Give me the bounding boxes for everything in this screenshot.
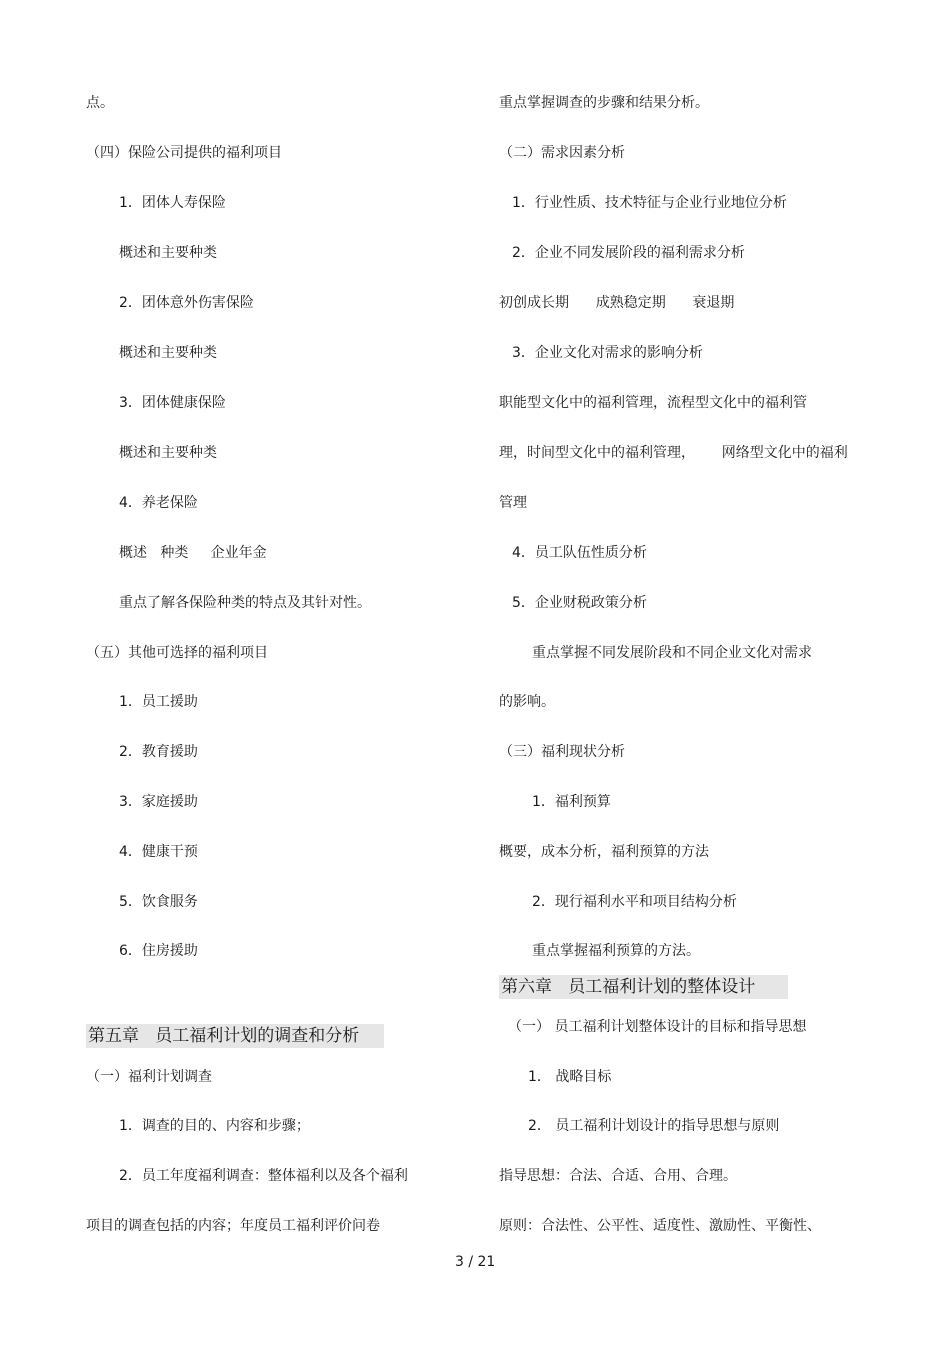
text-line: 重点掌握福利预算的方法。 bbox=[532, 943, 700, 959]
text-line: 1．员工援助 bbox=[119, 694, 198, 710]
chapter-heading: 第五章 员工福利计划的调查和分析 bbox=[86, 1024, 384, 1048]
text-line: 3．团体健康保险 bbox=[119, 395, 226, 411]
text-line: 概述和主要种类 bbox=[119, 345, 217, 361]
text-line: 2．现行福利水平和项目结构分析 bbox=[532, 894, 737, 910]
section-heading: （一）福利计划调查 bbox=[86, 1069, 212, 1085]
text-line: 重点掌握不同发展阶段和不同企业文化对需求 bbox=[532, 645, 812, 661]
text-line: 管理 bbox=[499, 495, 527, 511]
text-line: 重点掌握调查的步骤和结果分析。 bbox=[499, 95, 709, 111]
text-line: 2． 员工福利计划设计的指导思想与原则 bbox=[528, 1118, 780, 1134]
text-line: 的影响。 bbox=[499, 694, 555, 710]
text-line: 初创成长期 成熟稳定期 衰退期 bbox=[499, 295, 735, 311]
section-heading: （二）需求因素分析 bbox=[499, 145, 625, 161]
section-heading: （一） 员工福利计划整体设计的目标和指导思想 bbox=[508, 1019, 807, 1035]
text-line: 2．教育援助 bbox=[119, 744, 198, 760]
text-line: 1．团体人寿保险 bbox=[119, 195, 226, 211]
text-line: 6．住房援助 bbox=[119, 943, 198, 959]
text-line: 1．福利预算 bbox=[532, 794, 611, 810]
text-line: 5．饮食服务 bbox=[119, 894, 198, 910]
text-line: 1．行业性质、技术特征与企业行业地位分析 bbox=[512, 195, 787, 211]
text-line: 3．企业文化对需求的影响分析 bbox=[512, 345, 703, 361]
text-line: 职能型文化中的福利管理，流程型文化中的福利管 bbox=[499, 395, 807, 411]
text-line: 概述和主要种类 bbox=[119, 445, 217, 461]
section-heading: （四）保险公司提供的福利项目 bbox=[86, 145, 282, 161]
text-line: 概要，成本分析，福利预算的方法 bbox=[499, 844, 709, 860]
chapter-heading: 第六章 员工福利计划的整体设计 bbox=[499, 975, 788, 999]
section-heading: （五）其他可选择的福利项目 bbox=[86, 645, 268, 661]
text-line: 原则：合法性、公平性、适度性、激励性、平衡性、 bbox=[499, 1218, 821, 1234]
text-line: 4．健康干预 bbox=[119, 844, 198, 860]
text-line: 2．员工年度福利调查：整体福利以及各个福利 bbox=[119, 1168, 408, 1184]
text-line: 4．养老保险 bbox=[119, 495, 198, 511]
text-line: 点。 bbox=[86, 95, 114, 111]
text-line: 重点了解各保险种类的特点及其针对性。 bbox=[119, 595, 371, 611]
text-line: 3．家庭援助 bbox=[119, 794, 198, 810]
text-line: 概述 种类 企业年金 bbox=[119, 545, 267, 561]
text-line: 5．企业财税政策分析 bbox=[512, 595, 647, 611]
text-line: 1．调查的目的、内容和步骤； bbox=[119, 1118, 310, 1134]
text-line: 2．企业不同发展阶段的福利需求分析 bbox=[512, 245, 745, 261]
text-line: 1． 战略目标 bbox=[528, 1069, 612, 1085]
text-line: 4．员工队伍性质分析 bbox=[512, 545, 647, 561]
section-heading: （三）福利现状分析 bbox=[499, 744, 625, 760]
text-line: 2．团体意外伤害保险 bbox=[119, 295, 254, 311]
text-line: 指导思想：合法、合适、合用、合理。 bbox=[499, 1168, 737, 1184]
page-number: 3 / 21 bbox=[455, 1254, 496, 1270]
text-line: 理，时间型文化中的福利管理， 网络型文化中的福利 bbox=[499, 445, 848, 461]
text-line: 项目的调查包括的内容；年度员工福利评价问卷 bbox=[86, 1218, 380, 1234]
text-line: 概述和主要种类 bbox=[119, 245, 217, 261]
